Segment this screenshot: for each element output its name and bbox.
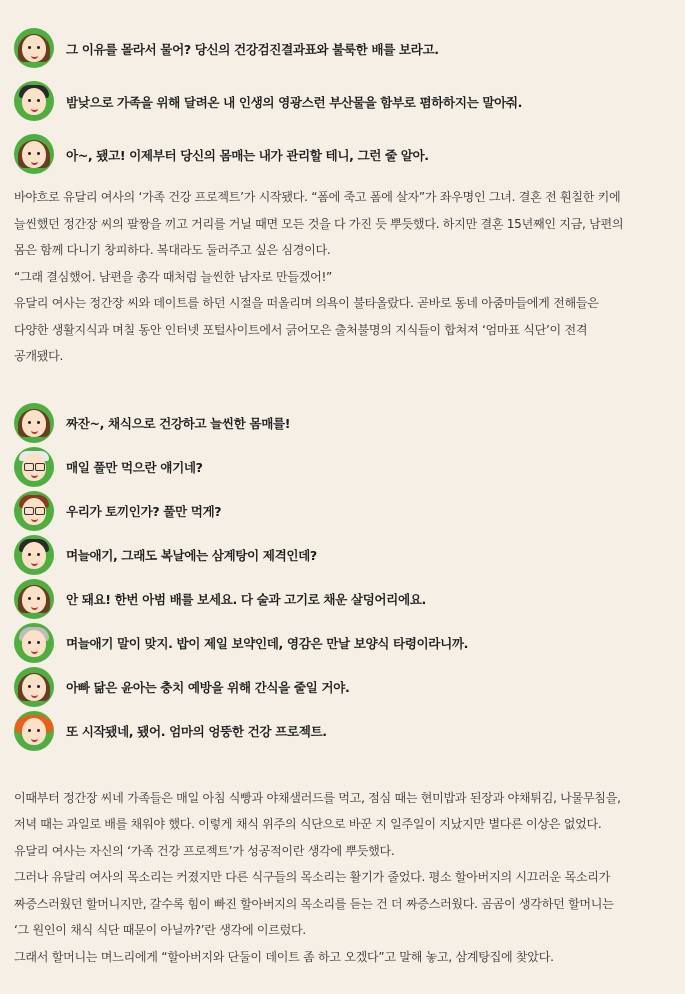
dialogue-line [14,81,671,121]
dialogue-text: 안 돼요! 한번 아범 배를 보세요. 다 술과 고기로 채운 살덩어리에요. [66,592,426,607]
paragraph-line: “그래 결심했어. 남편을 총각 때처럼 늘씬한 남자로 만들겠어!” [14,269,333,284]
paragraph-line: 늘씬했던 정간장 씨의 팔짱을 끼고 거리를 거닐 때면 모든 것을 다 가진 듯 뿌듯했다. 하지만 결혼 15년째인 지금, 남편의 [14,216,624,231]
dialogue-text: 밤낮으로 가족을 위해 달려온 내 인생의 영광스런 부산물을 함부로 폄하하지는 말아줘. [66,94,523,110]
dialogue-text: 아빠 닮은 윤아는 충치 예방을 위해 간식을 줄일 거야. [66,680,350,695]
father-avatar-icon [14,81,54,121]
paragraph-line: 유달리 여사는 정간장 씨와 데이트를 하던 시절을 떠올리며 의욕이 불타올랐다. 곧바로 동네 아줌마들에게 전해들은 [14,296,599,310]
dialogue-line [14,447,671,487]
story-page [0,28,685,994]
mother-avatar-icon [14,403,54,443]
dialogue-text: 며늘애기, 그래도 복날에는 삼계탕이 제격인데? [66,548,317,563]
paragraph-line: 저녁 때는 과일로 배를 채워야 했다. 이렇게 채식 위주의 식단으로 바꾼 지 일주일이 지났지만 별다른 이상은 없었다. [14,817,602,831]
paragraph-line: 그러나 유달리 여사의 목소리는 커졌지만 다른 식구들의 목소리는 활기가 줄었다. 평소 할아버지의 시끄러운 목소리가 [14,870,610,884]
dialogue-line [14,579,671,619]
dialogue-text: 아~, 됐고! 이제부터 당신의 몸매는 내가 관리할 테니, 그런 줄 알아. [66,147,429,163]
dialogue-line [14,535,671,575]
paragraph-line: 그래서 할머니는 며느리에게 “할아버지와 단둘이 데이트 좀 하고 오겠다”고 말해 놓고, 삼계탕집에 찾았다. [14,949,554,964]
narrative-paragraph [14,785,671,971]
paragraph-line: 이때부터 정간장 씨네 가족들은 매일 아침 식빵과 야채샐러드를 먹고, 점심 때는 현미밥과 된장과 야채튀김, 나물무침을, [14,790,621,805]
dialogue-text: 며늘애기 말이 맞지. 밥이 제일 보약인데, 영감은 만날 보양식 타령이라니까. [66,636,468,651]
paragraph-line: 바야흐로 유달리 여사의 ‘가족 건강 프로젝트’가 시작됐다. “폼에 죽고 폼에 살자”가 좌우명인 그녀. 결혼 전 훤칠한 키에 [14,190,621,204]
dialogue-line [14,667,671,707]
mother-avatar-icon [14,134,54,174]
mother-avatar-icon [14,579,54,619]
paragraph-line: 짜증스러웠던 할머니지만, 갈수록 힘이 빠진 할아버지의 목소리를 듣는 건 더 짜증스러웠다. 곰곰이 생각하던 할머니는 [14,896,614,911]
mother-avatar-icon [14,28,54,68]
dialogue-text: 매일 풀만 먹으란 얘기네? [66,460,203,475]
dialogue-line [14,623,671,663]
dialogue-text: 그 이유를 몰라서 물어? 당신의 건강검진결과표와 불룩한 배를 보라고. [66,41,439,57]
paragraph-line: 공개됐다. [14,349,64,363]
grandfather-avatar-icon [14,447,54,487]
mother-avatar-icon [14,667,54,707]
dialogue-line [14,711,671,751]
dialogue-text: 또 시작됐네, 됐어. 엄마의 엉뚱한 건강 프로젝트. [66,724,327,739]
paragraph-line: 몸은 함께 다니기 창피하다. 복대라도 둘러주고 싶은 심경이다. [14,243,331,257]
paragraph-line: 다양한 생활지식과 며칠 동안 인터넷 포털사이트에서 긁어모은 출처불명의 지식들이 합쳐져 ‘엄마표 식단’이 전격 [14,322,588,337]
daughter-avatar-icon [14,711,54,751]
paragraph-line: 유달리 여사는 자신의 ‘가족 건강 프로젝트’가 성공적이란 생각에 뿌듯했다. [14,843,395,858]
dialogue-line [14,134,671,174]
paragraph-line: ‘그 원인이 채식 식단 때문이 아닐까?’란 생각에 이르렀다. [14,923,306,937]
father-avatar-icon [14,535,54,575]
grandmother-avatar-icon [14,623,54,663]
narrative-paragraph [14,184,671,370]
dialogue-text: 우리가 토끼인가? 풀만 먹게? [66,504,222,519]
dialogue-line [14,491,671,531]
son-avatar-icon [14,491,54,531]
dialogue-line [14,28,671,68]
dialogue-text: 짜잔~, 채식으로 건강하고 늘씬한 몸매를! [66,416,291,431]
dialogue-line [14,403,671,443]
